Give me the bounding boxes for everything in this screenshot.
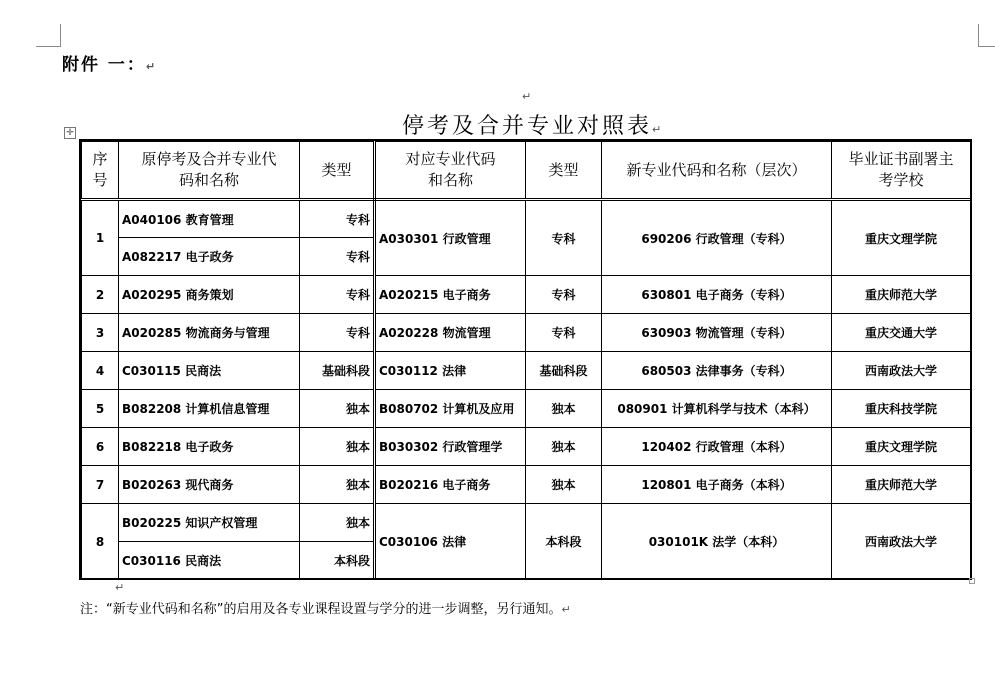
orig-type: 专科 bbox=[300, 238, 375, 276]
new-major: 080901 计算机科学与技术（本科） bbox=[602, 390, 832, 428]
school: 重庆科技学院 bbox=[832, 390, 971, 428]
page-title: 停考及合并专业对照表↵ bbox=[402, 114, 665, 139]
corr-type: 本科段 bbox=[526, 504, 602, 580]
crop-mark-top-right-h bbox=[978, 46, 995, 47]
table-row bbox=[82, 428, 971, 466]
corr-type: 基础科段 bbox=[526, 352, 602, 390]
orig-type: 基础科段 bbox=[300, 352, 375, 390]
table-row bbox=[82, 276, 971, 314]
corr-major: C030112 法律 bbox=[375, 352, 526, 390]
orig-type: 独本 bbox=[300, 390, 375, 428]
corr-major: B030302 行政管理学 bbox=[375, 428, 526, 466]
orig-major: B020225 知识产权管理 bbox=[119, 504, 300, 542]
paragraph-mark: ↵ bbox=[115, 581, 125, 594]
orig-major: A020285 物流商务与管理 bbox=[119, 314, 300, 352]
orig-type: 专科 bbox=[300, 314, 375, 352]
orig-major: A020295 商务策划 bbox=[119, 276, 300, 314]
move-cross-icon[interactable]: ✛ bbox=[64, 127, 76, 139]
new-major: 680503 法律事务（专科） bbox=[602, 352, 832, 390]
header-no: 序号 bbox=[82, 142, 119, 200]
attachment-label: 附件 一：↵ bbox=[62, 55, 158, 75]
row-no: 5 bbox=[82, 390, 119, 428]
school: 重庆交通大学 bbox=[832, 314, 971, 352]
row-no: 7 bbox=[82, 466, 119, 504]
orig-type: 专科 bbox=[300, 200, 375, 238]
crop-mark-top-left-v bbox=[60, 24, 61, 47]
orig-type: 独本 bbox=[300, 504, 375, 542]
header-corr: 对应专业代码和名称 bbox=[375, 142, 526, 200]
orig-type: 专科 bbox=[300, 276, 375, 314]
corr-major: C030106 法律 bbox=[375, 504, 526, 580]
header-corr-type: 类型 bbox=[526, 142, 602, 200]
new-major: 690206 行政管理（专科） bbox=[602, 200, 832, 276]
comparison-table bbox=[79, 139, 972, 580]
row-no: 8 bbox=[82, 504, 119, 580]
new-major: 120402 行政管理（本科） bbox=[602, 428, 832, 466]
corr-type: 专科 bbox=[526, 200, 602, 276]
orig-major: B082208 计算机信息管理 bbox=[119, 390, 300, 428]
row-no: 1 bbox=[82, 200, 119, 276]
school: 西南政法大学 bbox=[832, 504, 971, 580]
table-row bbox=[82, 314, 971, 352]
school: 重庆师范大学 bbox=[832, 466, 971, 504]
header-new: 新专业代码和名称（层次） bbox=[602, 142, 832, 200]
orig-major: B082218 电子政务 bbox=[119, 428, 300, 466]
new-major: 030101K 法学（本科） bbox=[602, 504, 832, 580]
crop-mark-top-left-h bbox=[36, 46, 60, 47]
table-row bbox=[82, 352, 971, 390]
header-school: 毕业证书副署主考学校 bbox=[832, 142, 971, 200]
orig-type: 独本 bbox=[300, 466, 375, 504]
corr-major: A030301 行政管理 bbox=[375, 200, 526, 276]
corr-major: B020216 电子商务 bbox=[375, 466, 526, 504]
row-no: 3 bbox=[82, 314, 119, 352]
crop-mark-top-right-v bbox=[978, 24, 979, 47]
paragraph-mark: ↵ bbox=[522, 90, 532, 103]
table-row bbox=[82, 200, 971, 238]
header-orig-type: 类型 bbox=[300, 142, 375, 200]
corr-type: 独本 bbox=[526, 390, 602, 428]
corr-type: 专科 bbox=[526, 314, 602, 352]
school: 重庆文理学院 bbox=[832, 200, 971, 276]
orig-major: C030116 民商法 bbox=[119, 542, 300, 580]
table-header-row bbox=[82, 142, 971, 200]
header-orig: 原停考及合并专业代码和名称 bbox=[119, 142, 300, 200]
school: 西南政法大学 bbox=[832, 352, 971, 390]
new-major: 630903 物流管理（专科） bbox=[602, 314, 832, 352]
orig-major: C030115 民商法 bbox=[119, 352, 300, 390]
new-major: 120801 电子商务（本科） bbox=[602, 466, 832, 504]
orig-major: B020263 现代商务 bbox=[119, 466, 300, 504]
corr-type: 独本 bbox=[526, 428, 602, 466]
table-row bbox=[82, 504, 971, 542]
corr-major: A020215 电子商务 bbox=[375, 276, 526, 314]
row-no: 2 bbox=[82, 276, 119, 314]
corr-major: B080702 计算机及应用 bbox=[375, 390, 526, 428]
school: 重庆师范大学 bbox=[832, 276, 971, 314]
orig-type: 本科段 bbox=[300, 542, 375, 580]
table-row bbox=[82, 390, 971, 428]
row-no: 6 bbox=[82, 428, 119, 466]
table-resize-handle[interactable] bbox=[969, 578, 975, 584]
school: 重庆文理学院 bbox=[832, 428, 971, 466]
footnote: 注：“新专业代码和名称”的启用及各专业课程设置与学分的进一步调整，另行通知。↵ bbox=[80, 602, 571, 617]
corr-type: 专科 bbox=[526, 276, 602, 314]
table-row bbox=[82, 466, 971, 504]
corr-type: 独本 bbox=[526, 466, 602, 504]
new-major: 630801 电子商务（专科） bbox=[602, 276, 832, 314]
row-no: 4 bbox=[82, 352, 119, 390]
orig-major: A040106 教育管理 bbox=[119, 200, 300, 238]
corr-major: A020228 物流管理 bbox=[375, 314, 526, 352]
orig-major: A082217 电子政务 bbox=[119, 238, 300, 276]
orig-type: 独本 bbox=[300, 428, 375, 466]
